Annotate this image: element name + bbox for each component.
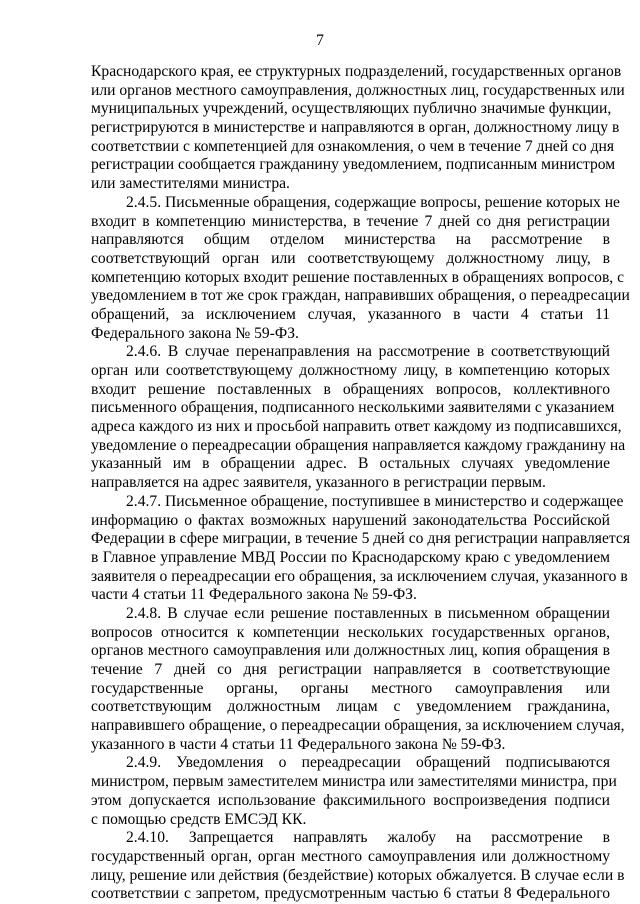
text-line: 2.4.7. Письменное обращение, поступившее в министерство и содержащее <box>126 492 624 510</box>
text-line: лицу, решение или действия (бездействие) которых обжалуется. В случае если в <box>91 866 625 884</box>
text-line: информацию о фактах возможных нарушений законодательства Российской <box>91 511 610 529</box>
text-line: или органов местного самоуправления, должностных лиц, государственных или <box>91 81 625 99</box>
text-line: регистрируются в министерстве и направляются в орган, должностному лицу в <box>91 119 620 137</box>
text-line: направляются общим отделом министерства на рассмотрение в <box>91 231 610 249</box>
text-line: министром, первым заместителем министра или заместителями министра, при <box>91 773 617 791</box>
text-line: указанного в части 4 статьи 11 Федерального закона № 59-ФЗ. <box>91 735 506 753</box>
text-line: соответствующим должностным лицам с уведомлением гражданина, <box>91 698 610 716</box>
page-number: 7 <box>316 32 324 49</box>
text-line: течение 7 дней со дня регистрации направляется в соответствующие <box>91 661 610 678</box>
text-line: направляется на адрес заявителя, указанного в регистрации первым. <box>91 474 546 492</box>
text-line: указанный им в обращении адрес. В остальных случаях уведомление <box>91 455 610 473</box>
text-line: входит решение поставленных в обращениях вопросов, коллективного <box>91 380 610 398</box>
text-line: вопросов относится к компетенции нескольких государственных органов, <box>91 623 610 641</box>
text-line: 2.4.10. Запрещается направлять жалобу на рассмотрение в <box>126 829 610 847</box>
text-line: 2.4.9. Уведомления о переадресации обращений подписываются <box>126 754 610 772</box>
text-line: соответствии с запретом, предусмотренным частью 6 статьи 8 Федерального <box>91 885 610 903</box>
text-line: государственные органы, органы местного самоуправления или <box>91 679 610 697</box>
text-line: адреса каждого из них и просьбой направить ответ каждому из подписавшихся, <box>91 418 622 436</box>
text-line: Федерации в сфере миграции, в течение 5 дней со дня регистрации направляется <box>91 530 630 548</box>
text-line: направившего обращение, о переадресации обращения, за исключением случая, <box>91 717 625 735</box>
text-line: 2.4.5. Письменные обращения, содержащие вопросы, решение которых не <box>126 193 620 211</box>
text-line: уведомление о переадресации обращения направляется каждому гражданину на <box>91 436 626 454</box>
text-line: 2.4.6. В случае перенаправления на рассмотрение в соответствующий <box>126 343 610 361</box>
text-line: уведомлением в тот же срок граждан, направивших обращения, о переадресации <box>91 287 630 305</box>
text-line: муниципальных учреждений, осуществляющих публично значимые функции, <box>91 100 612 118</box>
text-line: обращений, за исключением случая, указанного в части 4 статьи 11 <box>91 305 610 323</box>
text-line: входит в компетенцию министерства, в течение 7 дней со дня регистрации <box>91 212 610 230</box>
text-line: соответствующий орган или соответствующему должностному лицу, в <box>91 249 610 267</box>
text-line: письменного обращения, подписанного несколькими заявителями с указанием <box>91 399 615 417</box>
document-body <box>91 63 630 904</box>
text-line: заявителя о переадресации его обращения, за исключением случая, указанного в <box>91 567 628 585</box>
text-line: с помощью средств ЕМСЭД КК. <box>91 810 307 828</box>
text-line: части 4 статьи 11 Федерального закона № 59-ФЗ. <box>91 586 417 604</box>
text-line: регистрации сообщается гражданину уведомлением, подписанным министром <box>91 156 616 174</box>
text-line: орган или соответствующему должностному лицу, в компетенцию которых <box>91 362 610 379</box>
text-line: органов местного самоуправления или должностных лиц, копия обращения в <box>91 642 610 660</box>
text-line: Федерального закона № 59-ФЗ. <box>91 324 299 342</box>
text-line: соответствии с компетенцией для ознакомления, о чем в течение 7 дней со дня <box>91 137 615 155</box>
text-line: компетенцию которых входит решение поставленных в обращениях вопросов, с <box>91 268 625 286</box>
text-line: или заместителями министра. <box>91 175 290 193</box>
text-line: Краснодарского края, ее структурных подразделений, государственных органов <box>91 63 622 80</box>
text-line: этом допускается использование факсимильного воспроизведения подписи <box>91 791 610 809</box>
text-line: 2.4.8. В случае если решение поставленных в письменном обращении <box>126 604 610 622</box>
text-line: государственный орган, орган местного самоуправления или должностному <box>91 847 610 865</box>
text-line: в Главное управление МВД России по Краснодарскому краю с уведомлением <box>91 548 610 566</box>
